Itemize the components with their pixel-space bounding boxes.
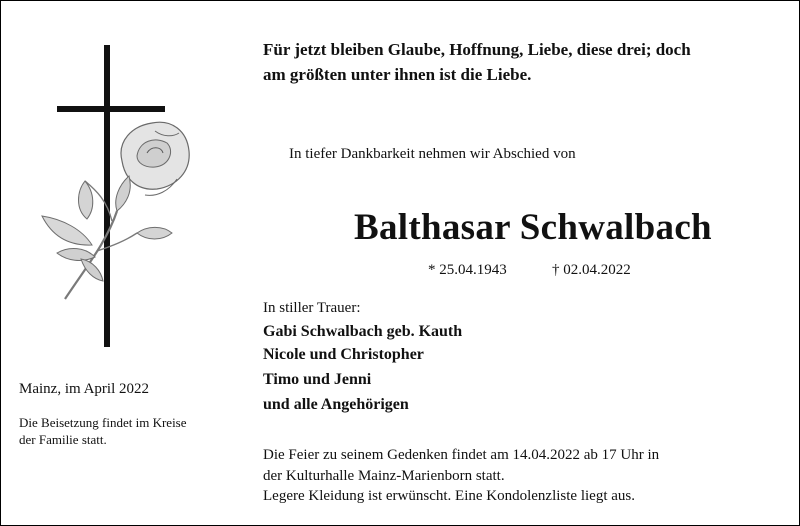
farewell-intro: In tiefer Dankbarkeit nehmen wir Abschied von: [289, 146, 576, 162]
rose-icon: [42, 122, 189, 299]
mourners-heading: In stiller Trauer:: [263, 300, 361, 316]
mourner-name: Gabi Schwalbach geb. Kauth: [263, 323, 463, 340]
memorial-info: [263, 445, 783, 507]
burial-line-1: Die Beisetzung findet im Kreise: [19, 415, 187, 430]
memorial-line-3: Legere Kleidung ist erwünscht. Eine Kondolenzliste liegt aus.: [263, 488, 635, 504]
mourner-name: Nicole und Christopher: [263, 346, 424, 363]
cross-and-rose-emblem: [37, 41, 227, 361]
memorial-line-2: der Kulturhalle Mainz-Marienborn statt.: [263, 467, 505, 484]
birth-date: * 25.04.1943: [428, 262, 507, 278]
bible-quote: [263, 37, 783, 87]
quote-line-1: Für jetzt bleiben Glaube, Hoffnung, Liebe, diese drei; doch: [263, 40, 691, 59]
place-and-date: Mainz, im April 2022: [19, 381, 149, 397]
cross-icon: [57, 45, 165, 347]
mourner-name: Timo und Jenni: [263, 371, 372, 388]
death-date: † 02.04.2022: [552, 262, 631, 278]
deceased-name: Balthasar Schwalbach: [354, 207, 712, 248]
burial-note: [19, 414, 187, 448]
quote-line-2: am größten unter ihnen ist die Liebe.: [263, 65, 532, 84]
mourner-name: und alle Angehörigen: [263, 396, 409, 413]
burial-line-2: der Familie statt.: [19, 432, 107, 447]
memorial-line-1: Die Feier zu seinem Gedenken findet am 14.04.2022 ab 17 Uhr in: [263, 447, 660, 463]
